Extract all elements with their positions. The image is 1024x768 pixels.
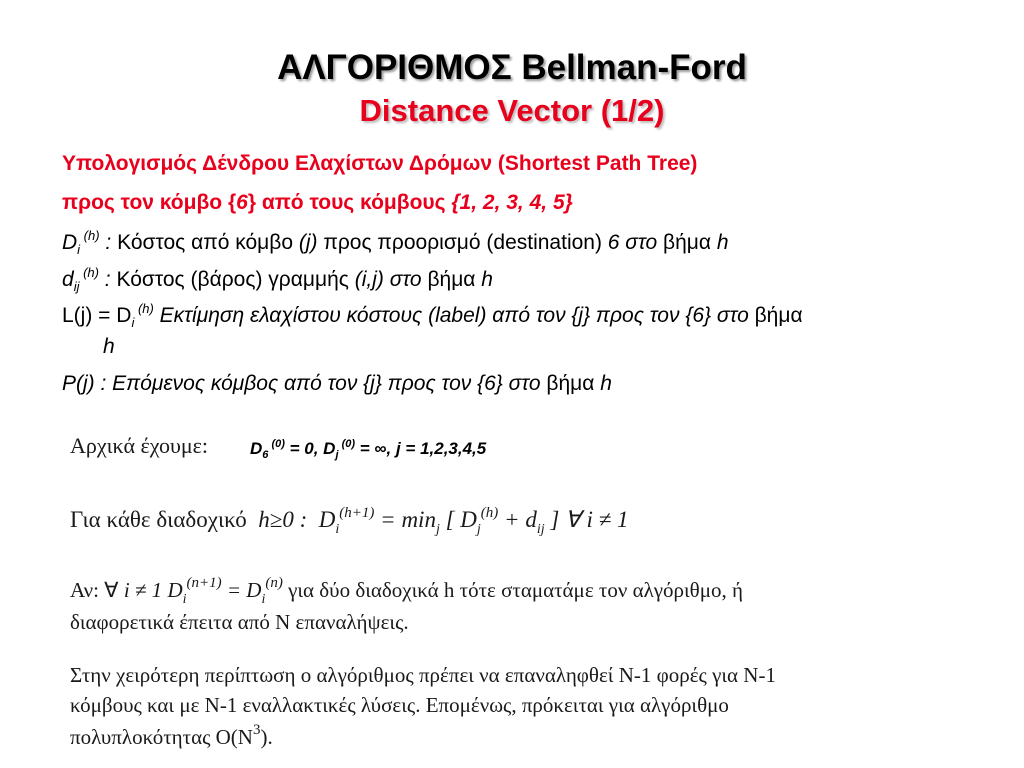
initial-label: Αρχικά έχουμε: bbox=[70, 433, 209, 458]
worst-case-line-2: κόμβους και με N-1 εναλλακτικές λύσεις. Επομένως, πρόκειται για αλγόριθμο bbox=[70, 693, 729, 717]
intro-line-1: Υπολογισμός Δένδρου Ελαχίστων Δρόμων (Shortest Path Tree) bbox=[62, 152, 698, 175]
slide-title: ΑΛΓΟΡΙΘΜΟΣ Bellman-Ford bbox=[277, 48, 747, 87]
each-step-line: Για κάθε διαδοχικό h≥0 : $D_i^{(h+1)} = \min_j$ [ $D_j^{(h)} + d_{ij}$ ] ∀ i ≠ 1 bbox=[70, 505, 629, 537]
definition-P: P(j) : Επόμενος κόμβος από τον {j} προς τον {6} στο βήμα h bbox=[62, 372, 612, 395]
definition-L-continued: h bbox=[103, 335, 115, 358]
worst-case-line-3: πολυπλοκότητας $O(N^3)$. bbox=[70, 722, 273, 749]
stop-condition-line-2: διαφορετικά έπειτα από N επαναλήψεις. bbox=[70, 610, 409, 634]
intro-line-2: προς τον κόμβο {6} από τους κόμβους {1, 2, 3, 4, 5} bbox=[62, 191, 573, 214]
initial-values-formula: $D_6$ $^{(0)}$ = 0, $D_j$ $^{(0)}$ = ∞, j = 1,2,3,4,5 bbox=[250, 438, 487, 461]
slide-subtitle: Distance Vector (1/2) bbox=[359, 93, 665, 128]
worst-case-line-1: Στην χειρότερη περίπτωση ο αλγόριθμος πρέπει να επαναληφθεί N-1 φορές για N-1 bbox=[70, 663, 776, 687]
stop-condition-line-1: Αν: ∀ i ≠ 1 $D_i^{(n+1)} = D_i^{(n)}$ για δύο διαδοχικά h τότε σταματάμε τον αλγόριθμο, ή bbox=[70, 575, 743, 607]
definition-L: $L(j) = D_i$ $^{(h)}$ Εκτίμηση ελαχίστου κόστους (label) από τον {j} προς τον {6} στο βήμα bbox=[62, 301, 803, 330]
definition-D: $D_i$ $^{(h)}$ : Κόστος από κόμβο (j) προς προορισμό (destination) 6 στο βήμα h bbox=[62, 228, 729, 257]
definition-d: $d_{ij}$ $^{(h)}$ : Κόστος (βάρος) γραμμής (i,j) στο βήμα h bbox=[62, 265, 493, 294]
